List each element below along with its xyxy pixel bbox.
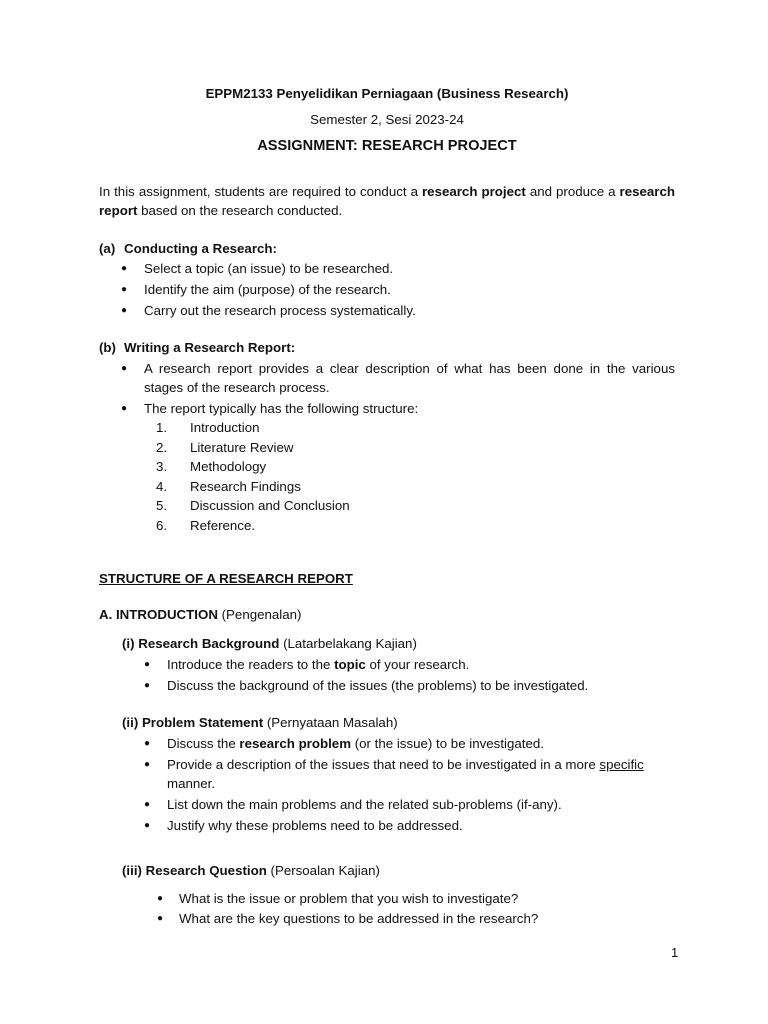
intro-text-2: and produce a (525, 183, 620, 199)
list-number: 1. (156, 420, 168, 436)
bullet-dot-icon: ● (144, 679, 151, 691)
semester-line: Semester 2, Sesi 2023-24 (310, 111, 464, 127)
page-number: 1 (671, 945, 679, 960)
list-item-text: The report typically has the following structure: (144, 400, 419, 416)
bullet-dot-icon: ● (144, 798, 151, 810)
list-item (121, 301, 675, 321)
list-item (144, 734, 675, 754)
course-title: EPPM2133 Penyelidikan Perniagaan (Business Research) (205, 86, 569, 101)
list-item-text: Identify the aim (purpose) of the research. (144, 281, 391, 297)
list-item-text: of your research. (365, 657, 470, 673)
list-item-text: Research Findings (190, 478, 301, 494)
section-a-num: (a) (99, 240, 116, 256)
list-item-text: A research report provides a clear description of what has been done in the various stages of the research process. (144, 360, 675, 396)
report-structure-list (99, 418, 675, 535)
intro-bold-research-report: research report (99, 183, 675, 218)
list-item-underline: specific (599, 756, 644, 772)
intro-paragraph (99, 182, 675, 221)
list-item (156, 418, 675, 438)
list-number: 3. (156, 459, 168, 475)
list-number: 5. (156, 498, 168, 514)
problem-list (99, 734, 675, 835)
list-item-text: Provide a description of the issues that need to be investigated in a more (167, 756, 600, 772)
list-item-text: (or the issue) to be investigated. (351, 736, 544, 751)
list-item (156, 516, 675, 536)
list-item-text: Justify why these problems need to be addressed. (167, 817, 463, 833)
problem-title: (ii) Problem Statement (122, 715, 264, 731)
bullet-dot-icon: ● (144, 659, 151, 671)
list-item-text: Discuss the background of the issues (the problems) to be investigated. (167, 677, 589, 693)
list-item-text: Select a topic (an issue) to be researched. (144, 261, 394, 277)
list-item-text: Introduce the readers to the (167, 657, 335, 673)
bullet-dot-icon: ● (121, 362, 128, 374)
list-item (121, 399, 675, 419)
problem-translation: (Pernyataan Masalah) (263, 715, 398, 731)
list-item-text: manner. (167, 776, 216, 792)
list-number: 2. (156, 439, 168, 455)
part-a-title: A. INTRODUCTION (99, 606, 218, 622)
section-a-title: Conducting a Research: (124, 240, 277, 256)
bullet-dot-icon: ● (121, 402, 128, 414)
bullet-dot-icon: ● (157, 892, 164, 904)
list-number: 4. (156, 478, 168, 494)
background-translation: (Latarbelakang Kajian) (279, 636, 417, 652)
list-item (121, 359, 675, 398)
background-heading (122, 634, 675, 654)
list-number: 6. (156, 517, 168, 533)
bullet-dot-icon: ● (157, 913, 164, 925)
list-item-text: What is the issue or problem that you wish to investigate? (179, 890, 519, 906)
list-item (157, 889, 675, 909)
intro-text-3: based on the research conducted. (137, 203, 343, 218)
section-a-list (99, 259, 675, 320)
part-a-translation: (Pengenalan) (217, 606, 302, 622)
list-item-text: Discuss the (167, 736, 240, 751)
list-item (144, 676, 675, 696)
list-item-text: Discussion and Conclusion (190, 498, 350, 514)
list-item (156, 438, 675, 458)
intro-text-1: In this assignment, students are required to conduct a (99, 183, 422, 199)
list-item-text: List down the main problems and the related sub-problems (if-any). (167, 796, 562, 812)
list-item (121, 280, 675, 300)
list-item (144, 755, 675, 794)
intro-bold-research-project: research project (422, 183, 526, 199)
list-item (157, 909, 675, 929)
background-list (99, 655, 675, 695)
bullet-dot-icon: ● (121, 283, 128, 295)
list-item (144, 655, 675, 675)
list-item (144, 795, 675, 815)
section-b-num: (b) (99, 340, 116, 356)
section-b-title: Writing a Research Report: (124, 340, 296, 356)
bullet-dot-icon: ● (144, 819, 151, 831)
list-item-text: Reference. (190, 517, 256, 533)
list-item-text: Methodology (190, 459, 267, 475)
assignment-title: ASSIGNMENT: RESEARCH PROJECT (257, 138, 517, 154)
list-item-text: What are the key questions to be addressed in the research? (179, 911, 539, 927)
bullet-dot-icon: ● (144, 738, 151, 749)
question-translation: (Persoalan Kajian) (266, 863, 380, 879)
list-item (144, 816, 675, 836)
list-item (156, 477, 675, 497)
document-content (99, 84, 675, 929)
section-b-list (99, 359, 675, 419)
question-heading (122, 861, 675, 881)
background-title: (i) Research Background (122, 636, 280, 652)
list-item (121, 259, 675, 279)
structure-heading: STRUCTURE OF A RESEARCH REPORT (99, 571, 353, 587)
list-item-text: Carry out the research process systematically. (144, 302, 416, 318)
section-a-heading (99, 239, 675, 259)
question-title: (iii) Research Question (122, 863, 267, 879)
bullet-dot-icon: ● (121, 304, 128, 316)
list-item-text: Introduction (190, 420, 260, 436)
list-item (156, 457, 675, 477)
bullet-dot-icon: ● (121, 263, 128, 275)
part-a-heading (99, 605, 675, 625)
list-item-bold: research problem (239, 736, 352, 751)
problem-heading (122, 713, 675, 733)
bullet-dot-icon: ● (144, 758, 151, 770)
list-item-text: Literature Review (190, 439, 294, 455)
section-b-heading (99, 338, 675, 358)
list-item (156, 496, 675, 516)
question-list (99, 889, 675, 929)
list-item-bold: topic (334, 657, 366, 673)
